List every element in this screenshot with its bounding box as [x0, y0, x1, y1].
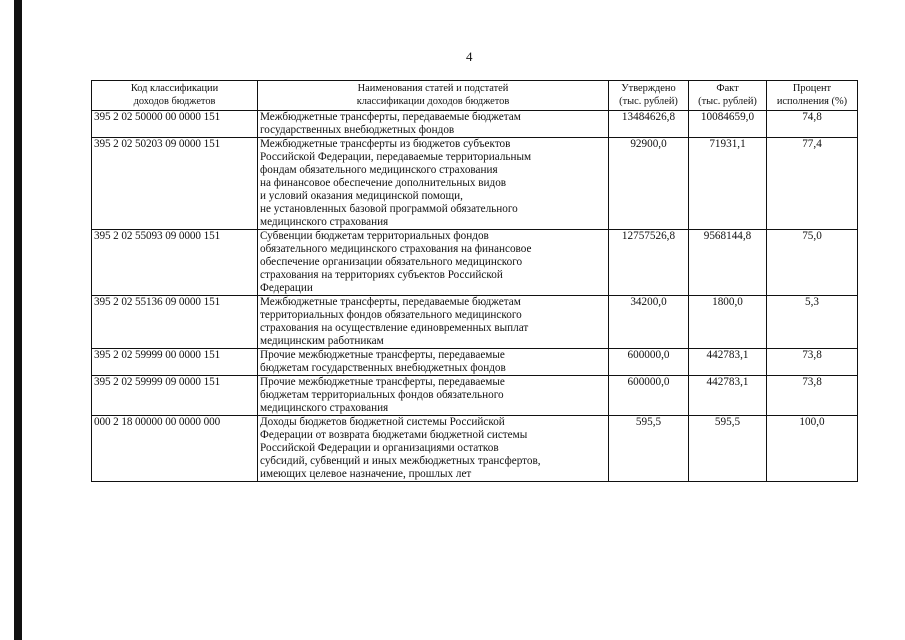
cell-code: 395 2 02 50203 09 0000 151	[92, 138, 258, 230]
table-row	[92, 138, 858, 230]
cell-name-line: обеспечение организации обязательного медицинского	[260, 256, 523, 268]
table-row	[92, 376, 858, 416]
table-row	[92, 230, 858, 296]
cell-name	[258, 416, 609, 482]
scan-edge-bar	[14, 0, 22, 640]
header-percent-line: исполнения (%)	[776, 96, 848, 107]
cell-approved: 600000,0	[609, 376, 689, 416]
header-approved	[609, 81, 689, 111]
cell-code: 395 2 02 55093 09 0000 151	[92, 230, 258, 296]
cell-name-line: бюджетам территориальных фондов обязательного	[260, 389, 504, 401]
cell-name-line: обязательного медицинского страхования на финансовое	[260, 243, 532, 255]
cell-code: 395 2 02 59999 00 0000 151	[92, 349, 258, 376]
cell-approved: 12757526,8	[609, 230, 689, 296]
cell-approved: 34200,0	[609, 296, 689, 349]
cell-name-line: медицинского страхования	[260, 402, 389, 414]
cell-percent: 100,0	[767, 416, 858, 482]
cell-name-line: на финансовое обеспечение дополнительных видов	[260, 177, 507, 189]
table-header-row	[92, 81, 858, 111]
cell-name-line: медицинским работникам	[260, 335, 384, 347]
cell-fact: 1800,0	[689, 296, 767, 349]
cell-percent: 73,8	[767, 376, 858, 416]
cell-name-line: Субвенции бюджетам территориальных фондов	[260, 230, 489, 242]
cell-name-line: Доходы бюджетов бюджетной системы Российской	[260, 416, 505, 428]
cell-code: 395 2 02 55136 09 0000 151	[92, 296, 258, 349]
cell-name	[258, 111, 609, 138]
cell-name-line: государственных внебюджетных фондов	[260, 124, 455, 136]
cell-name-line: субсидий, субвенций и иных межбюджетных трансфертов,	[260, 455, 541, 467]
table-row	[92, 296, 858, 349]
cell-approved: 13484626,8	[609, 111, 689, 138]
cell-name	[258, 376, 609, 416]
cell-name-line: Прочие межбюджетные трансферты, передаваемые	[260, 376, 505, 388]
table-row	[92, 111, 858, 138]
cell-fact: 10084659,0	[689, 111, 767, 138]
cell-name-line: Российской Федерации и организациями остатков	[260, 442, 499, 454]
header-code-line: доходов бюджетов	[133, 96, 216, 107]
cell-code: 395 2 02 50000 00 0000 151	[92, 111, 258, 138]
table-body	[92, 111, 858, 482]
cell-name	[258, 349, 609, 376]
cell-percent: 73,8	[767, 349, 858, 376]
cell-fact: 595,5	[689, 416, 767, 482]
cell-approved: 595,5	[609, 416, 689, 482]
cell-name-line: Федерации от возврата бюджетами бюджетной системы	[260, 429, 528, 441]
cell-fact: 442783,1	[689, 376, 767, 416]
header-name	[258, 81, 609, 111]
header-fact-line: (тыс. рублей)	[698, 96, 757, 107]
header-percent	[767, 81, 858, 111]
header-approved-line: (тыс. рублей)	[619, 96, 678, 107]
page-number: 4	[466, 49, 473, 64]
cell-name-line: Межбюджетные трансферты, передаваемые бюджетам	[260, 111, 521, 123]
cell-name-line: медицинского страхования	[260, 216, 389, 228]
cell-name-line: Межбюджетные трансферты из бюджетов субъектов	[260, 138, 511, 150]
cell-name-line: фондам обязательного медицинского страхования	[260, 164, 498, 176]
cell-name-line: Прочие межбюджетные трансферты, передаваемые	[260, 349, 505, 361]
cell-fact: 71931,1	[689, 138, 767, 230]
cell-name-line: Федерации	[260, 282, 313, 294]
table-row	[92, 349, 858, 376]
header-approved-line: Утверждено	[621, 83, 676, 94]
cell-name	[258, 138, 609, 230]
table-row	[92, 416, 858, 482]
cell-percent: 74,8	[767, 111, 858, 138]
cell-name-line: не установленных базовой программой обязательного	[260, 203, 518, 215]
cell-percent: 75,0	[767, 230, 858, 296]
budget-revenue-table	[91, 80, 858, 482]
cell-name	[258, 230, 609, 296]
header-name-line: классификации доходов бюджетов	[356, 96, 510, 107]
header-fact	[689, 81, 767, 111]
cell-name-line: Российской Федерации, передаваемые территориальным	[260, 151, 532, 163]
cell-fact: 9568144,8	[689, 230, 767, 296]
cell-code: 000 2 18 00000 00 0000 000	[92, 416, 258, 482]
header-name-line: Наименования статей и подстатей	[357, 83, 509, 94]
cell-percent: 77,4	[767, 138, 858, 230]
cell-name-line: Межбюджетные трансферты, передаваемые бюджетам	[260, 296, 521, 308]
cell-approved: 92900,0	[609, 138, 689, 230]
cell-name-line: территориальных фондов обязательного медицинского	[260, 309, 522, 321]
header-fact-line: Факт	[716, 83, 739, 94]
cell-name	[258, 296, 609, 349]
cell-name-line: страхования на осуществление единовременных выплат	[260, 322, 529, 334]
header-code-line: Код классификации	[130, 83, 219, 94]
cell-name-line: имеющих целевое назначение, прошлых лет	[260, 468, 472, 480]
cell-percent: 5,3	[767, 296, 858, 349]
header-percent-line: Процент	[792, 83, 832, 94]
cell-fact: 442783,1	[689, 349, 767, 376]
header-code	[92, 81, 258, 111]
cell-code: 395 2 02 59999 09 0000 151	[92, 376, 258, 416]
cell-approved: 600000,0	[609, 349, 689, 376]
cell-name-line: страхования на территориях субъектов Российской	[260, 269, 503, 281]
cell-name-line: бюджетам государственных внебюджетных фондов	[260, 362, 506, 374]
cell-name-line: и условий оказания медицинской помощи,	[260, 190, 463, 202]
